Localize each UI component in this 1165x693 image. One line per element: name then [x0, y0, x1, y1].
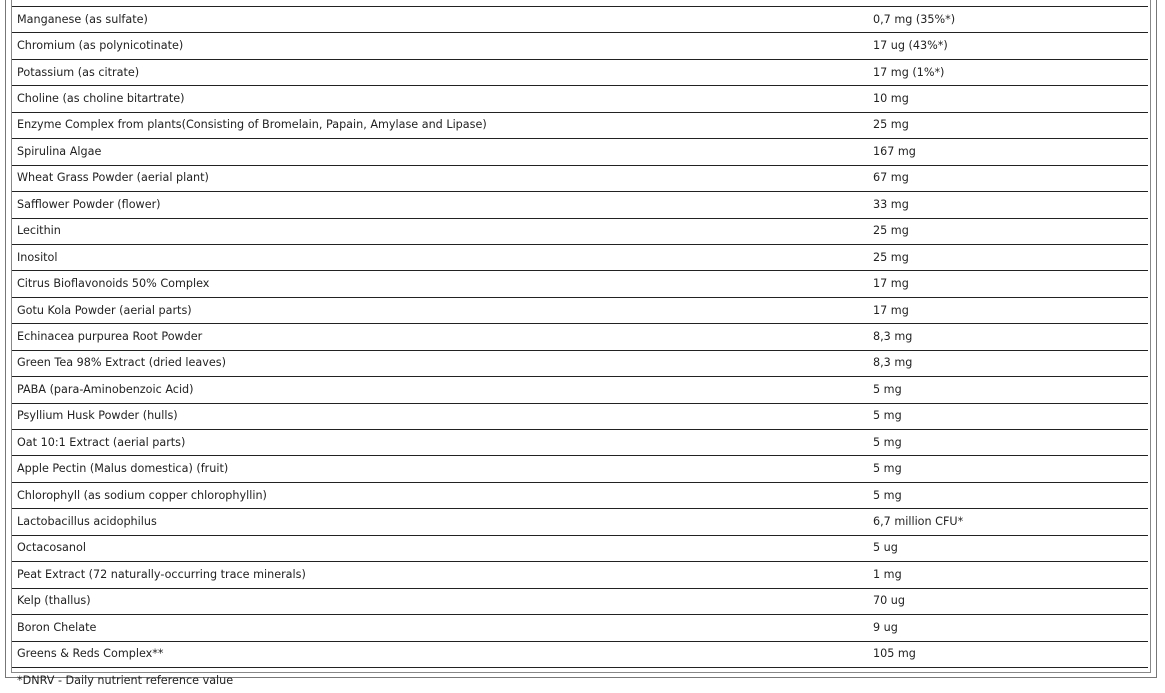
table-row [12, 139, 1148, 165]
table-row [12, 112, 1148, 138]
ingredient-name: Safflower Powder (flower) [12, 192, 868, 218]
table-row [12, 350, 1148, 376]
nutrition-table [12, 6, 1148, 693]
table-row [12, 615, 1148, 641]
table-row [12, 641, 1148, 667]
ingredient-name: Apple Pectin (Malus domestica) (fruit) [12, 456, 868, 482]
nutrition-table-body [12, 7, 1148, 693]
ingredient-amount: 9 ug [868, 615, 1148, 641]
ingredient-amount: 25 mg [868, 218, 1148, 244]
ingredient-amount: 105 mg [868, 641, 1148, 667]
ingredient-amount: 0,7 mg (35%*) [868, 7, 1148, 33]
ingredient-amount: 8,3 mg [868, 324, 1148, 350]
table-row [12, 482, 1148, 508]
table-row [12, 165, 1148, 191]
table-row [12, 324, 1148, 350]
ingredient-name: Chlorophyll (as sodium copper chlorophyllin) [12, 482, 868, 508]
ingredient-name: Kelp (thallus) [12, 588, 868, 614]
ingredient-amount: 67 mg [868, 165, 1148, 191]
ingredient-amount: 8,3 mg [868, 350, 1148, 376]
ingredient-name: PABA (para-Aminobenzoic Acid) [12, 377, 868, 403]
ingredient-name: Chromium (as polynicotinate) [12, 33, 868, 59]
ingredient-name: Manganese (as sulfate) [12, 7, 868, 33]
ingredient-name: Green Tea 98% Extract (dried leaves) [12, 350, 868, 376]
ingredient-name: Octacosanol [12, 535, 868, 561]
table-row [12, 192, 1148, 218]
table-row [12, 7, 1148, 33]
table-row [12, 33, 1148, 59]
table-row [12, 403, 1148, 429]
ingredient-amount: 10 mg [868, 86, 1148, 112]
ingredient-amount: 167 mg [868, 139, 1148, 165]
table-row [12, 588, 1148, 614]
ingredient-name: Potassium (as citrate) [12, 59, 868, 85]
table-row [12, 244, 1148, 270]
ingredient-amount: 25 mg [868, 244, 1148, 270]
ingredient-amount: 5 mg [868, 377, 1148, 403]
table-row [12, 562, 1148, 588]
ingredient-amount: 5 mg [868, 403, 1148, 429]
ingredient-name: Echinacea purpurea Root Powder [12, 324, 868, 350]
ingredient-name: Citrus Bioflavonoids 50% Complex [12, 271, 868, 297]
ingredient-name: Gotu Kola Powder (aerial parts) [12, 297, 868, 323]
table-row [12, 86, 1148, 112]
ingredient-amount: 5 ug [868, 535, 1148, 561]
ingredient-amount: 17 mg (1%*) [868, 59, 1148, 85]
ingredient-amount: 1 mg [868, 562, 1148, 588]
ingredient-amount: 70 ug [868, 588, 1148, 614]
ingredient-name: Peat Extract (72 naturally-occurring trace minerals) [12, 562, 868, 588]
ingredient-name: Inositol [12, 244, 868, 270]
table-row [12, 456, 1148, 482]
ingredient-amount: 5 mg [868, 482, 1148, 508]
ingredient-name: Choline (as choline bitartrate) [12, 86, 868, 112]
ingredient-name: Enzyme Complex from plants(Consisting of Bromelain, Papain, Amylase and Lipase) [12, 112, 868, 138]
table-row [12, 218, 1148, 244]
ingredient-amount: 6,7 million CFU* [868, 509, 1148, 535]
footnote-row [12, 667, 1148, 693]
ingredient-name: Greens & Reds Complex** [12, 641, 868, 667]
ingredient-amount: 33 mg [868, 192, 1148, 218]
ingredient-name: Lactobacillus acidophilus [12, 509, 868, 535]
table-row [12, 297, 1148, 323]
ingredient-amount: 25 mg [868, 112, 1148, 138]
table-row [12, 535, 1148, 561]
ingredient-name: Oat 10:1 Extract (aerial parts) [12, 430, 868, 456]
footnote: *DNRV - Daily nutrient reference value [12, 667, 1148, 693]
ingredient-amount: 17 ug (43%*) [868, 33, 1148, 59]
table-row [12, 430, 1148, 456]
ingredient-name: Lecithin [12, 218, 868, 244]
ingredient-name: Spirulina Algae [12, 139, 868, 165]
ingredient-amount: 17 mg [868, 271, 1148, 297]
ingredient-amount: 5 mg [868, 430, 1148, 456]
table-row [12, 509, 1148, 535]
table-row [12, 59, 1148, 85]
ingredient-name: Psyllium Husk Powder (hulls) [12, 403, 868, 429]
table-row [12, 377, 1148, 403]
ingredient-amount: 17 mg [868, 297, 1148, 323]
ingredient-name: Wheat Grass Powder (aerial plant) [12, 165, 868, 191]
ingredient-amount: 5 mg [868, 456, 1148, 482]
ingredient-name: Boron Chelate [12, 615, 868, 641]
table-row [12, 271, 1148, 297]
